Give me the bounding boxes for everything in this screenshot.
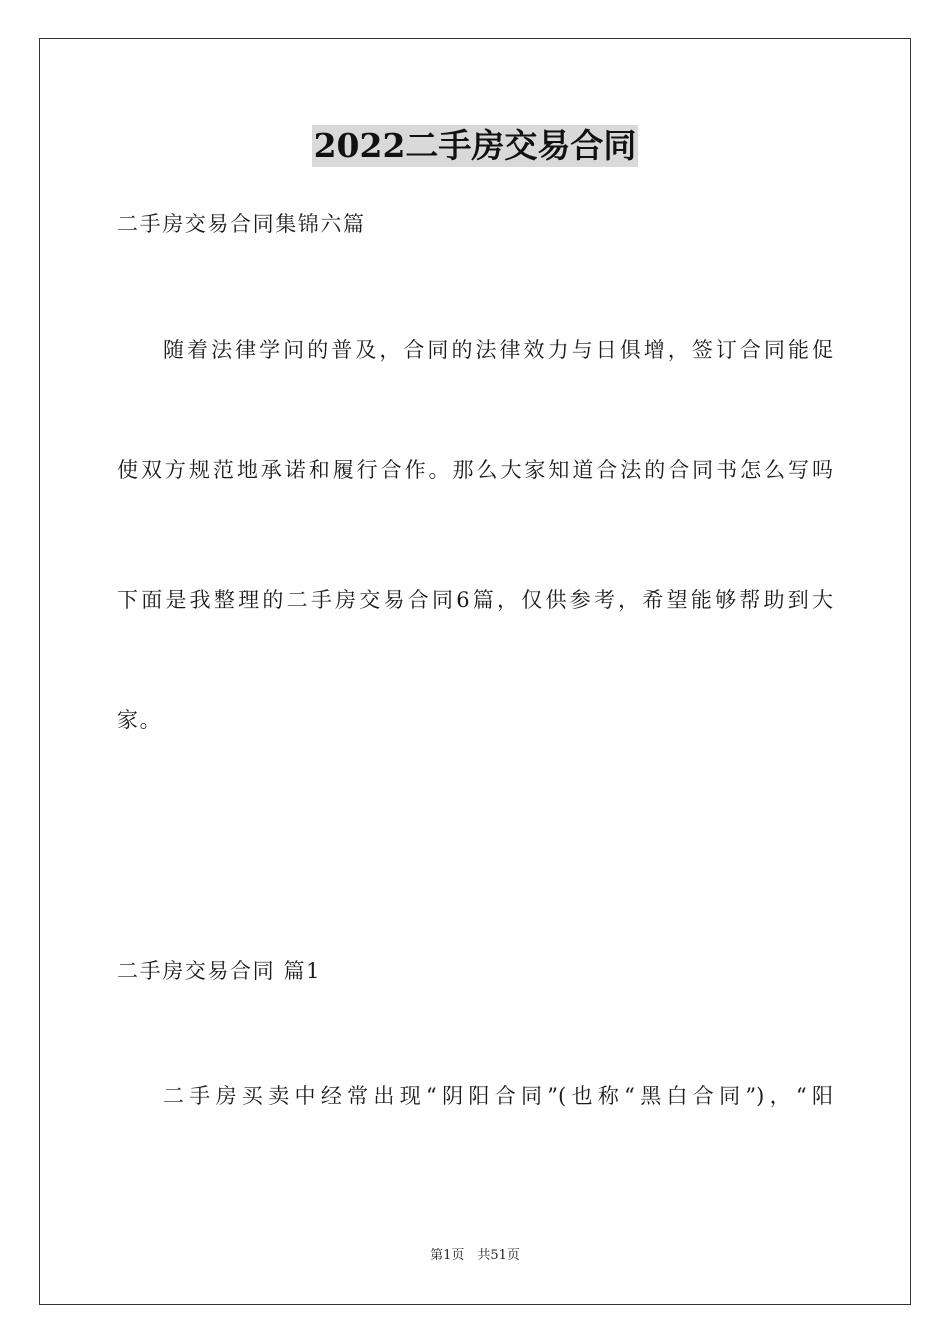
intro-line-1: 随着法律学问的普及，合同的法律效力与日俱增，签订合同能促: [163, 338, 833, 362]
intro-line-4: 家。: [117, 708, 163, 732]
section-heading: 二手房交易合同 篇1: [117, 959, 322, 983]
document-title: 2022二手房交易合同: [313, 126, 637, 165]
intro-line-2: 使双方规范地承诺和履行合作。那么大家知道合法的合同书怎么写吗: [117, 458, 833, 482]
section-first-line: 二手房买卖中经常出现“阴阳合同”(也称“黑白合同”)，“阳: [163, 1084, 833, 1108]
intro-line-3: 下面是我整理的二手房交易合同6篇，仅供参考，希望能够帮助到大: [117, 588, 833, 612]
page-footer: 第1页 共51页: [430, 1248, 520, 1263]
document-subtitle: 二手房交易合同集锦六篇: [117, 212, 366, 236]
title-container: [0, 125, 950, 167]
